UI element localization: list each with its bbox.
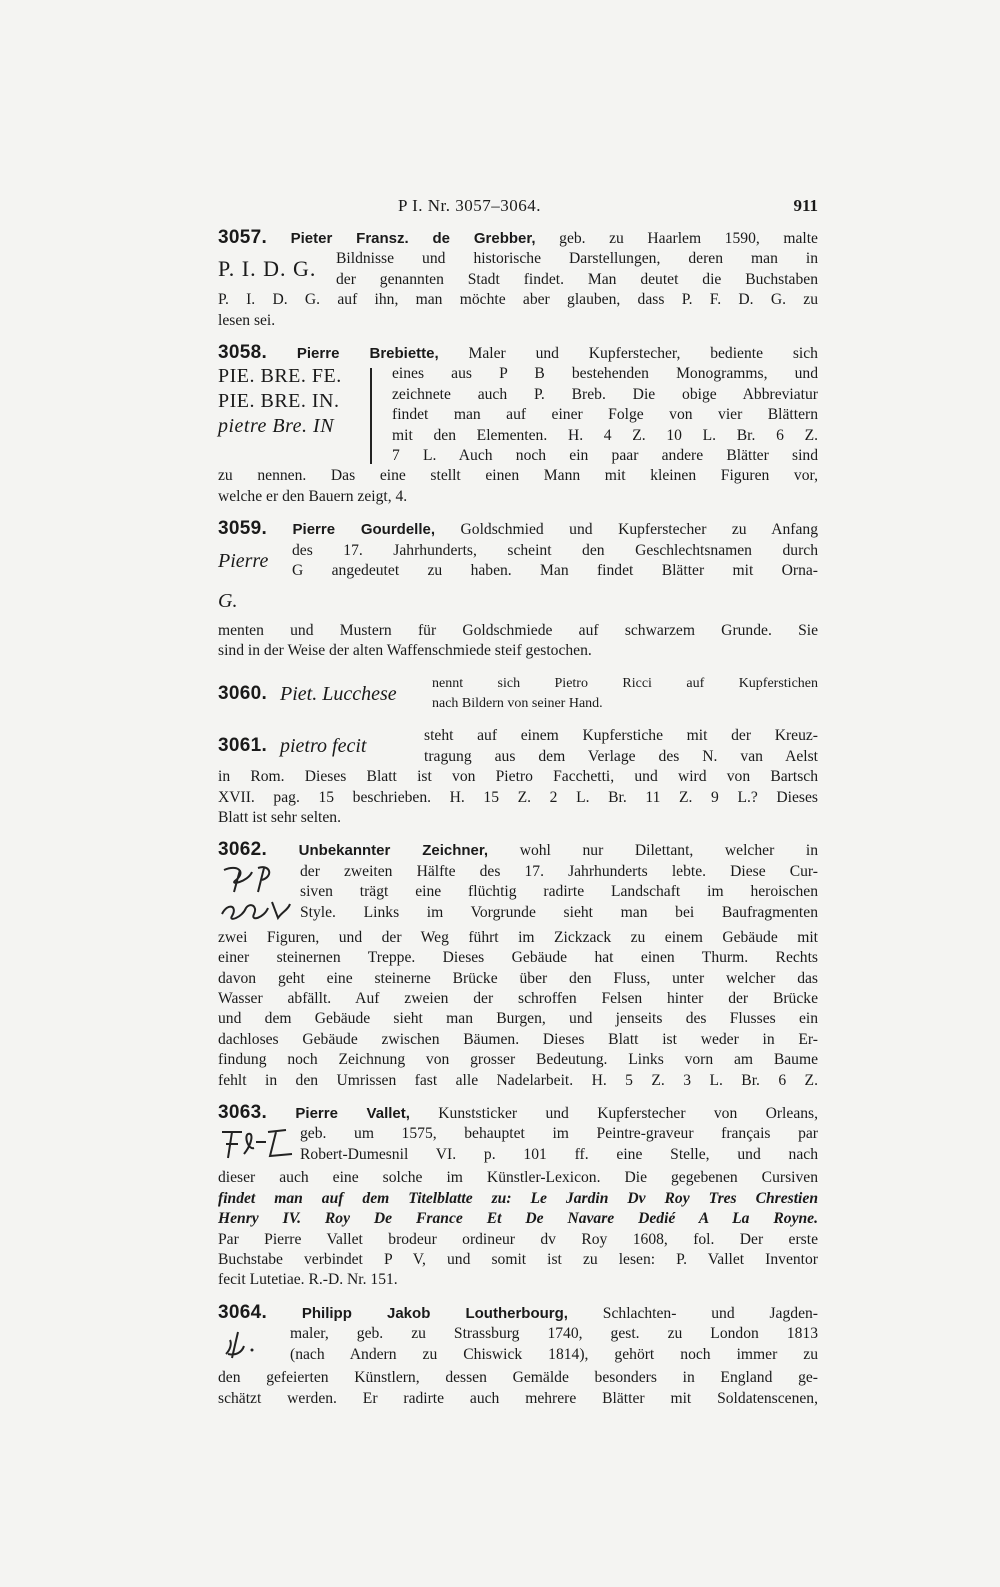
entry-3062: 3062. Unbekannter Zeichner, wohl nur Dilettant, welcher in der zweiten Hälfte des 17. Jahrhunderts lebte. Diese Cur- siven trägt eine flüchtig radirte Landschaft im heroischen Style. Links im Vorgrunde sieht man bei Baufragmenten zwei Figuren, und der Weg führt im Zickzack zu einem Gebäude mit einer steinernen Treppe. Dieses Gebäude hat einen Thurm. Rechts davon geht eine steinerne Brücke über den Fluss, unter welcher das Wasser abfällt. Auf zweien der schroffen Felsen hinter der Brücke und dem Gebäude sieht man Burgen, und jenseits des Flusses ein dachloses Gebäude zwischen Bäumen. Dieses Blatt ist weder in Er- findung noch Zeichnung von grosser Bedeutung. Links vorn am Baume fehlt in den Umrissen fast alle Nadelarbeit. H. 5 Z. 3 L. Br. 6 Z. — [218, 839, 818, 1089]
monogram-row: PIE. BRE. FE. PIE. BRE. IN. pietre Bre. IN eines aus P B bestehenden Monogramms, und zeichnete auch P. Breb. Die obige Abbreviatur findet man auf einer Folge von vier Blättern mit den Elementen. H. 4 Z. 10 L. Br. 6 Z. 7 L. Auch noch ein paar andere Blätter sind — [218, 365, 818, 465]
entry-3061: 3061. pietro fecit steht auf einem Kupferstiche mit der Kreuz- tragung aus dem Verlage des N. van Aelst in Rom. Dieses Blatt ist von Pietro Facchetti, und wird von Bartsch XVII. pag. 15 beschrieben. H. 15 Z. 2 L. Br. 11 Z. 9 L.? Dieses Blatt ist sehr selten. — [218, 727, 818, 826]
monogram-row: geb. um 1575, behauptet im Peintre-graveur français par Robert-Dumesnil VI. p. 101 ff. eine Stelle, und nach — [218, 1124, 818, 1168]
monogram: pietro fecit — [280, 735, 367, 758]
entry-3064: 3064. Philipp Jakob Loutherbourg, Schlachten- und Jagden- maler, geb. zu Strassburg 1740, gest. zu London 1813 (nach Andern zu Chiswick 1814), gehört noch immer zu den gefeierten Künstlern, dessen Gemälde besonders in England ge- schätzt werden. Er radirte auch mehrere Blätter mit Soldatenscenen, — [218, 1301, 818, 1407]
monogram-row: 3061. pietro fecit steht auf einem Kupferstiche mit der Kreuz- tragung aus dem Verlage des N. van Aelst — [218, 727, 818, 765]
cursive-monogram-image — [218, 1324, 290, 1368]
monogram-row: P. I. D. G. Bildnisse und historische Darstellungen, deren man in der genannten Stadt findet. Man deutet die Buchstaben — [218, 250, 818, 288]
cursive-monogram-image — [218, 862, 300, 928]
artist-name: Pierre Brebiette, — [296, 345, 439, 363]
entry-number: 3059. — [218, 518, 268, 540]
monogram: Pierre G. — [218, 549, 269, 612]
cursive-monogram-image — [218, 1124, 300, 1168]
monogram: Piet. Lucchese — [280, 682, 397, 705]
page-header — [218, 196, 818, 220]
monogram: P. I. D. G. — [218, 256, 317, 282]
artist-name: Philipp Jakob Loutherbourg, — [301, 1304, 568, 1322]
entry-number: 3062. — [218, 839, 268, 861]
entry-number: 3060. — [218, 682, 268, 704]
document-page — [218, 196, 818, 1421]
monogram-row: maler, geb. zu Strassburg 1740, gest. zu London 1813 (nach Andern zu Chiswick 1814), gehört noch immer zu — [218, 1324, 818, 1368]
entry-number: 3058. — [218, 342, 268, 364]
monogram-block: PIE. BRE. FE. PIE. BRE. IN. pietre Bre. IN — [218, 365, 342, 438]
entry-3058: 3058. Pierre Brebiette, Maler und Kupferstecher, bediente sich PIE. BRE. FE. PIE. BRE. IN. pietre Bre. IN eines aus P B bestehenden Monogramms, und zeichnete auch P. Breb. Die obige Abbreviatur findet man auf einer Folge von vier Blättern mit den Elementen. H. 4 Z. 10 L. Br. 6 Z. 7 L. Auch noch ein paar andere Blätter sind zu nennen. Das eine stellt einen Mann mit kleinen Figuren vor, welche er den Bauern zeigt, 4. — [218, 342, 818, 505]
entry-number: 3064. — [218, 1301, 268, 1323]
entry-number: 3057. — [218, 227, 268, 248]
monogram-row: Pierre G. des 17. Jahrhunderts, scheint den Geschlechtsnamen durch G angedeutet zu haben. Man findet Blätter mit Orna- — [218, 541, 818, 621]
entry-3059: 3059. Pierre Gourdelle, Goldschmied und Kupferstecher zu Anfang Pierre G. des 17. Jahrhunderts, scheint den Geschlechtsnamen durch G angedeutet zu haben. Man findet Blätter mit Orna- menten und Mustern für Goldschmiede auf schwarzem Grunde. Sie sind in der Weise der alten Waffenschmiede steif gestochen. — [218, 518, 818, 660]
entry-3060 — [218, 674, 818, 715]
monogram-row: der zweiten Hälfte des 17. Jahrhunderts lebte. Diese Cur- siven trägt eine flüchtig radirte Landschaft im heroischen Style. Links im Vorgrunde sieht man bei Baufragmenten — [218, 862, 818, 928]
page-number: 911 — [793, 196, 818, 215]
brace-divider — [370, 368, 386, 464]
entry-number: 3063. — [218, 1102, 268, 1123]
entry-3057: 3057. Pieter Fransz. de Grebber, geb. zu Haarlem 1590, malte P. I. D. G. Bildnisse und historische Darstellungen, deren man in der genannten Stadt findet. Man deutet die Buchstaben P. I. D. G. auf ihn, man möchte aber glauben, dass P. F. D. G. zu lesen sei. — [218, 227, 818, 329]
entry-3063: 3063. Pierre Vallet, Kunststicker und Kupferstecher von Orleans, geb. um 1575, behauptet im Peintre-graveur français par Robert-Dumesnil VI. p. 101 ff. eine Stelle, und nach dieser auch eine solche im Künstler-Lexicon. Die gegebenen Cursiven findet man auf dem Titelblatte zu: Le Jardin Dv Roy Tres Chrestien Henry IV. Roy De France Et De Navare Dedié A La Royne. Par Pierre Vallet brodeur ordineur dv Roy 1608, fol. Der erste Buchstabe verbindet P V, und somit ist zu lesen: P. Vallet Inventor fecit Lutetiae. R.-D. Nr. 151. — [218, 1102, 818, 1289]
artist-name: Pieter Fransz. de Grebber, — [290, 230, 536, 247]
monogram-row: 3060. Piet. Lucchese nennt sich Pietro Ricci auf Kupferstichen nach Bildern von seiner Hand. — [218, 674, 818, 715]
running-title: P I. Nr. 3057–3064. — [398, 196, 541, 215]
entry-number: 3061. — [218, 735, 268, 757]
artist-name: Pierre Vallet, — [295, 1105, 410, 1122]
artist-name: Unbekannter Zeichner, — [298, 842, 489, 860]
artist-name: Pierre Gourdelle, — [292, 521, 436, 539]
